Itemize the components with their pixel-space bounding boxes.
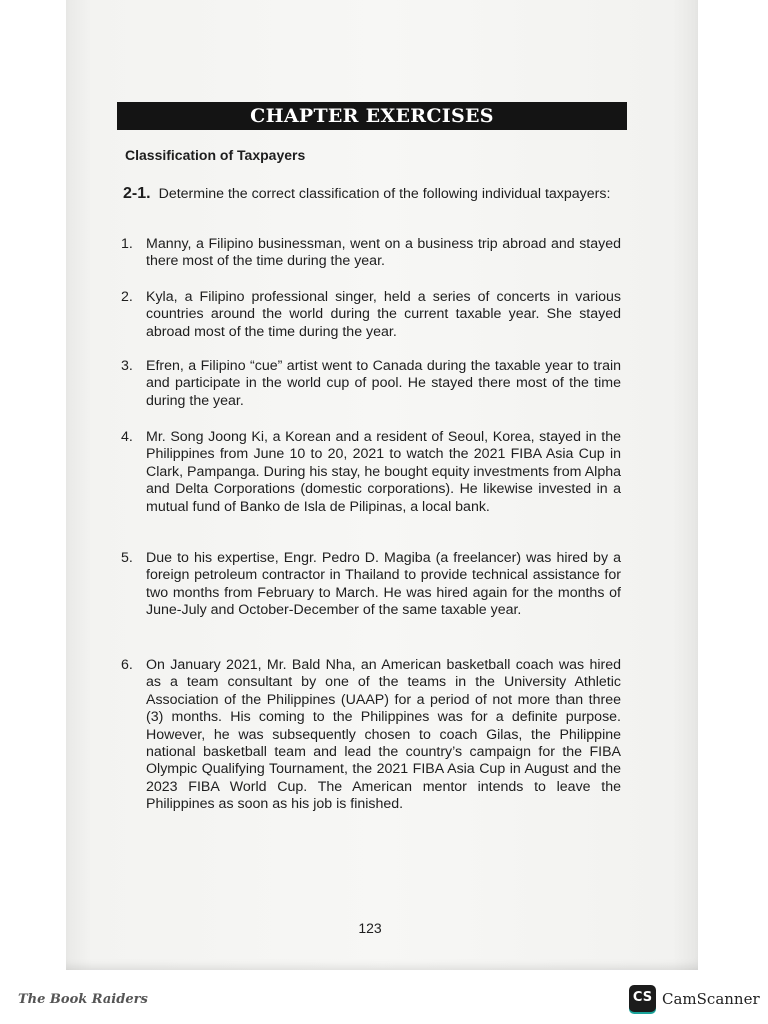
list-item [121, 429, 621, 516]
item-text: Kyla, a Filipino professional singer, held a series of concerts in various countries around the world during the current taxable year. She stayed abroad most of the time during the year. [146, 289, 621, 340]
section-heading: Classification of Taxpayers [125, 147, 306, 163]
list-item [121, 289, 621, 341]
exercise-instruction [123, 185, 621, 203]
item-number: 1. [121, 236, 133, 252]
item-number: 4. [121, 429, 133, 445]
item-text: Due to his expertise, Engr. Pedro D. Magiba (a freelancer) was hired by a foreign petroleum contractor in Thailand to provide technical assistance for two months from February to March. He was hired again for the months of June-July and October-December of the same taxable year. [146, 550, 621, 619]
list-item [121, 236, 621, 271]
item-number: 6. [121, 657, 133, 673]
item-text: On January 2021, Mr. Bald Nha, an American basketball coach was hired as a team consultant by one of the teams in the University Athletic Association of the Philippines (UAAP) for a period of not more than three (3) months. His coming to the Philippines was for a definite purpose. However, he was subsequently chosen to coach Gilas, the Philippine national basketball team and lead the country’s campaign for the FIBA Olympic Qualifying Tournament, the 2021 FIBA Asia Cup in August and the 2023 FIBA World Cup. The American mentor intends to leave the Philippines as soon as his job is finished. [146, 657, 621, 813]
chapter-title-banner: CHAPTER EXERCISES [117, 102, 627, 130]
exercise-text: Determine the correct classification of the following individual taxpayers: [158, 186, 611, 202]
list-item [121, 550, 621, 620]
list-item [121, 358, 621, 410]
watermark-text: The Book Raiders [18, 992, 148, 1007]
page-number: 123 [358, 920, 382, 936]
item-number: 5. [121, 550, 133, 566]
item-number: 2. [121, 289, 133, 305]
exercise-number: 2-1. [123, 185, 151, 202]
camscanner-logo-icon: CS [629, 985, 656, 1012]
item-number: 3. [121, 358, 133, 374]
item-text: Mr. Song Joong Ki, a Korean and a resident of Seoul, Korea, stayed in the Philippines from June 10 to 20, 2021 to watch the 2021 FIBA Asia Cup in Clark, Pampanga. During his stay, he bought equity investments from Alpha and Delta Corporations (domestic corporations). He likewise invested in a mutual fund of Banko de Isla de Pilipinas, a local bank. [146, 429, 621, 515]
camscanner-label: CamScanner [662, 990, 760, 1008]
item-text: Efren, a Filipino “cue” artist went to Canada during the taxable year to train and participate in the world cup of pool. He stayed there most of the time during the year. [146, 358, 621, 409]
item-text: Manny, a Filipino businessman, went on a business trip abroad and stayed there most of the time during the year. [146, 236, 621, 270]
list-item [121, 657, 621, 814]
